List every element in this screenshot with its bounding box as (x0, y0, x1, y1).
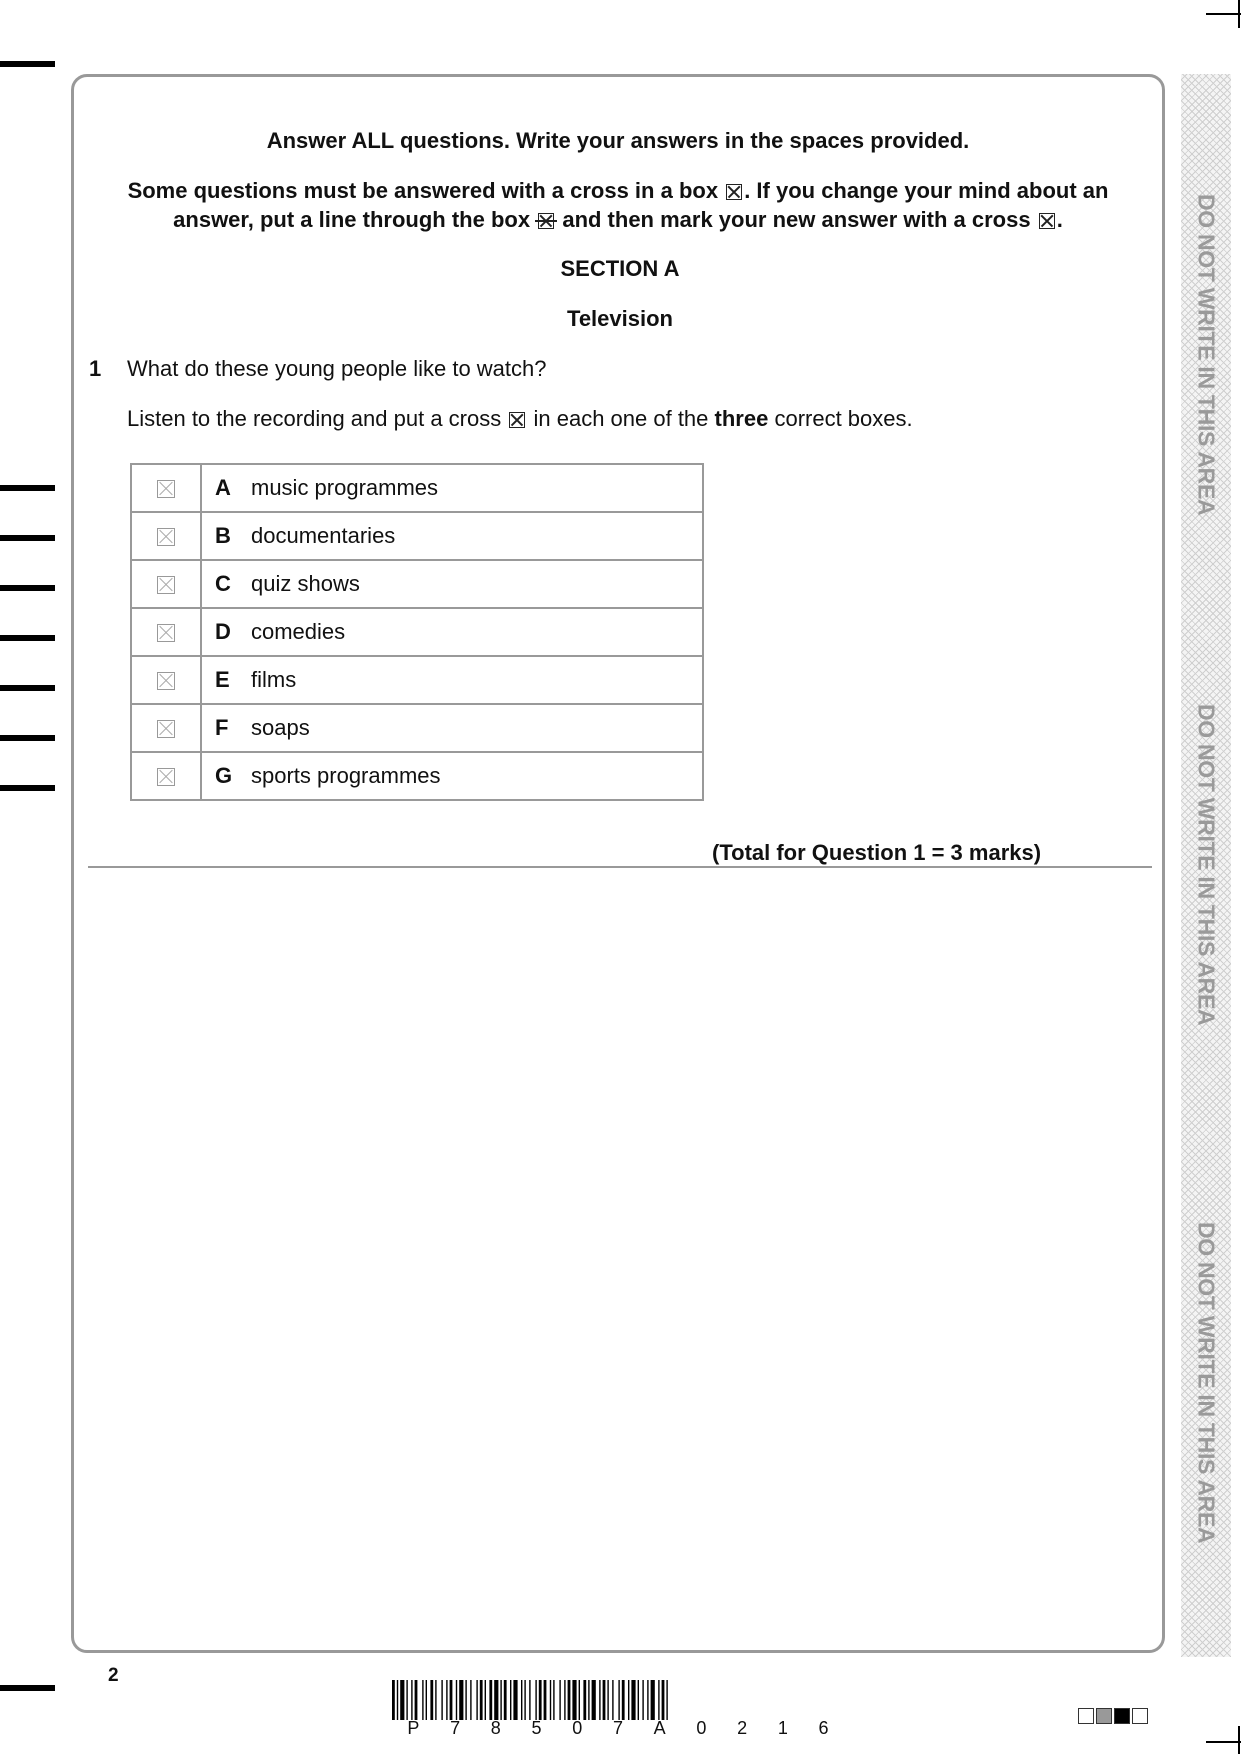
barcode-bar (612, 1680, 613, 1720)
answer-checkbox[interactable] (157, 576, 175, 594)
barcode-bar (441, 1680, 442, 1720)
cross-box-icon (509, 412, 525, 428)
barcode-bar (622, 1680, 625, 1720)
instruction-text: . (1056, 207, 1063, 232)
instruction-emphasis: three (714, 406, 769, 431)
question-total: (Total for Question 1 = 3 marks) (712, 840, 1042, 865)
barcode-bar (476, 1680, 477, 1720)
barcode-bar (411, 1680, 412, 1720)
registration-square (1078, 1708, 1094, 1724)
barcode-bar (513, 1680, 517, 1720)
barcode-bar (400, 1680, 404, 1720)
barcode-bar (415, 1680, 418, 1720)
option-letter: E (215, 667, 230, 692)
cross-box-icon (726, 184, 742, 200)
barcode-digit: 5 (531, 1718, 542, 1738)
answer-checkbox[interactable] (157, 624, 175, 642)
answer-checkbox[interactable] (157, 768, 175, 786)
barcode-bar (504, 1680, 507, 1720)
option-text: soaps (251, 715, 310, 740)
barcode-bar (392, 1680, 395, 1720)
margin-tick (0, 635, 55, 641)
answer-checkbox[interactable] (157, 672, 175, 690)
barcode-bar (489, 1680, 492, 1720)
barcode-bar (603, 1680, 606, 1720)
barcode-digit: P (407, 1718, 420, 1738)
margin-tick (0, 685, 55, 691)
barcode-digit: 0 (572, 1718, 583, 1738)
barcode-bar (535, 1680, 536, 1720)
section-topic: Television (567, 306, 673, 331)
option-letter: G (215, 763, 233, 788)
margin-tick (0, 535, 55, 541)
registration-squares (1078, 1708, 1148, 1724)
barcode-bar (553, 1680, 554, 1720)
barcode-bar (544, 1680, 547, 1720)
instruction-text: in each one of the (533, 406, 709, 431)
barcode-bar (592, 1680, 596, 1720)
margin-tick (0, 485, 55, 491)
barcode-bar (550, 1680, 551, 1720)
question-instruction (127, 406, 913, 432)
barcode-bar (446, 1680, 447, 1720)
option-letter: C (215, 571, 231, 596)
margin-tick (0, 585, 55, 591)
question-text: What do these young people like to watch? (127, 356, 547, 381)
instruction-paragraph (90, 176, 1146, 234)
barcode-bar (579, 1680, 580, 1720)
barcode-bar (480, 1680, 483, 1720)
instruction-text: Answer ALL questions. Write your answers in the spaces provided. (266, 128, 970, 153)
barcode-bar (430, 1680, 433, 1720)
barcode-bar (459, 1680, 463, 1720)
barcode-digit: 2 (737, 1718, 748, 1738)
barcode-digit: 7 (450, 1718, 461, 1738)
barcode-digits (392, 1718, 844, 1739)
options-table (130, 463, 704, 801)
barcode-bar (618, 1680, 619, 1720)
barcode-bar (539, 1680, 542, 1720)
barcode-bar (631, 1680, 635, 1720)
option-row (131, 512, 703, 560)
section-title: SECTION A (560, 256, 680, 281)
option-letter: F (215, 715, 229, 740)
barcode-bar (572, 1680, 576, 1720)
option-row (131, 560, 703, 608)
margin-tick (0, 1685, 55, 1691)
section-divider (88, 866, 1152, 868)
barcode-bar (485, 1680, 486, 1720)
barcode-digit: 1 (777, 1718, 788, 1738)
barcode-bar (510, 1680, 511, 1720)
instruction-text: and then mark your new answer with a cross (562, 207, 1031, 232)
barcode-bar (456, 1680, 457, 1720)
registration-square (1114, 1708, 1130, 1724)
margin-tick (0, 785, 55, 791)
barcode-bar (426, 1680, 427, 1720)
barcode-bar (638, 1680, 639, 1720)
crop-mark (1206, 13, 1241, 15)
instruction-text: Listen to the recording and put a cross (127, 406, 502, 431)
answer-checkbox[interactable] (157, 528, 175, 546)
barcode-bar (529, 1680, 530, 1720)
registration-square (1096, 1708, 1112, 1724)
barcode-bar (599, 1680, 600, 1720)
barcode-digit: 6 (818, 1718, 829, 1738)
barcode-bar (397, 1680, 398, 1720)
option-text: quiz shows (251, 571, 360, 596)
page-number: 2 (108, 1665, 119, 1686)
option-text: films (251, 667, 297, 692)
option-text: documentaries (251, 523, 396, 548)
option-row (131, 608, 703, 656)
barcode-bar (628, 1680, 629, 1720)
barcode-bar (406, 1680, 407, 1720)
barcode-bar (524, 1680, 525, 1720)
barcode-digit: 7 (612, 1718, 623, 1738)
barcode-bar (588, 1680, 589, 1720)
question-number: 1 (89, 356, 102, 381)
option-text: comedies (251, 619, 346, 644)
crop-mark (1238, 0, 1240, 28)
barcode-bar (564, 1680, 565, 1720)
barcode-bar (583, 1680, 586, 1720)
instruction-line (71, 126, 1165, 155)
barcode-bar (470, 1680, 471, 1720)
struck-cross-box-icon (538, 213, 554, 229)
do-not-write-label: DO NOT WRITE IN THIS AREA (1193, 194, 1220, 516)
barcode-bar (607, 1680, 608, 1720)
option-text: sports programmes (251, 763, 441, 788)
option-row (131, 704, 703, 752)
instruction-text: answer, put a line through the box (173, 207, 531, 232)
barcode-bar (642, 1680, 643, 1720)
do-not-write-label: DO NOT WRITE IN THIS AREA (1193, 704, 1220, 1026)
option-letter: B (215, 523, 231, 548)
barcode-digit: 8 (490, 1718, 501, 1738)
margin-tick (0, 735, 55, 741)
crop-mark (1238, 1726, 1240, 1754)
instruction-text: correct boxes. (774, 406, 913, 431)
barcode-bar (662, 1680, 665, 1720)
option-letter: D (215, 619, 231, 644)
barcode-bar (666, 1680, 667, 1720)
answer-checkbox[interactable] (157, 480, 175, 498)
barcode-bar (559, 1680, 560, 1720)
option-row (131, 656, 703, 704)
barcode-digit: 0 (696, 1718, 707, 1738)
option-text: music programmes (251, 475, 439, 500)
registration-square (1132, 1708, 1148, 1724)
barcode-bar (651, 1680, 655, 1720)
barcode-bar (658, 1680, 659, 1720)
crop-mark (1206, 1741, 1241, 1743)
barcode-bar (647, 1680, 648, 1720)
barcode-bar (450, 1680, 453, 1720)
cross-box-icon (1039, 213, 1055, 229)
option-letter: A (215, 475, 231, 500)
barcode-digit: A (653, 1718, 666, 1738)
do-not-write-label: DO NOT WRITE IN THIS AREA (1193, 1222, 1220, 1544)
option-row (131, 464, 703, 512)
margin-tick (0, 61, 55, 67)
barcode-bar (568, 1680, 571, 1720)
instruction-text: Some questions must be answered with a cross in a box (127, 178, 719, 203)
instruction-text: . If you change your mind about an (744, 178, 1109, 203)
option-row (131, 752, 703, 800)
barcode-bar (465, 1680, 466, 1720)
answer-checkbox[interactable] (157, 720, 175, 738)
barcode-bar (521, 1680, 522, 1720)
barcode (392, 1680, 844, 1720)
barcode-bar (500, 1680, 501, 1720)
barcode-bar (494, 1680, 498, 1720)
barcode-bar (435, 1680, 436, 1720)
barcode-bar (422, 1680, 423, 1720)
